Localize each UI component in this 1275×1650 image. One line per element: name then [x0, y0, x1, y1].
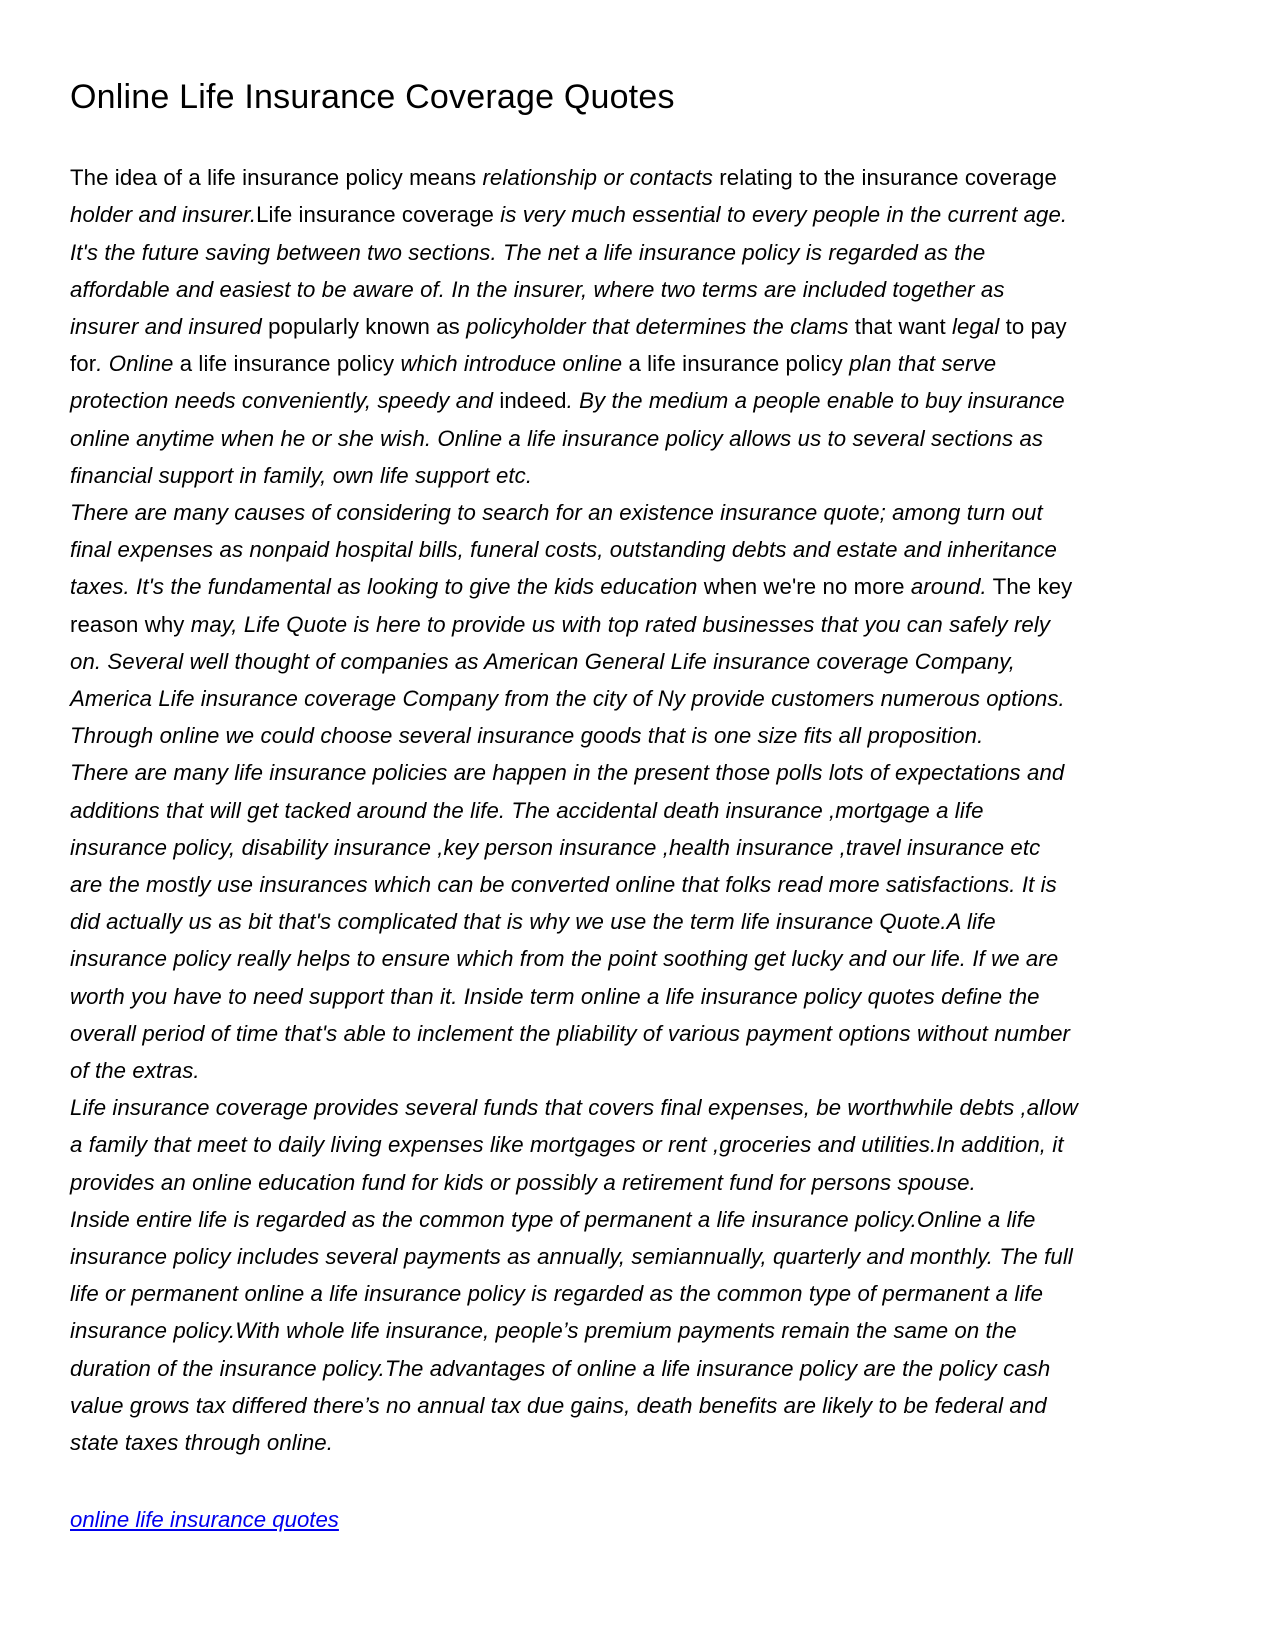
text-line: [70, 159, 1205, 196]
italic-text-segment: legal: [952, 313, 1000, 339]
text-line: [70, 1275, 1205, 1312]
italic-text-segment: around.: [910, 574, 987, 600]
italic-text-segment: overall period of time that's able to inclement the pliability of various payment options without number: [70, 1020, 1071, 1046]
text-line: [70, 196, 1205, 233]
text-line: [70, 1089, 1205, 1126]
italic-text-segment: on. Several well thought of companies as American General Life insurance coverage Company,: [70, 648, 1016, 674]
text-line: [70, 1015, 1205, 1052]
text-segment: reason why: [70, 611, 191, 637]
text-line: [70, 643, 1205, 680]
italic-text-segment: Through online we could choose several insurance goods that is one size fits all proposition.: [70, 723, 984, 749]
text-line: [70, 1350, 1205, 1387]
italic-text-segment: did actually us as bit that's complicated that is why we use the term life insurance Quote.A life: [70, 909, 996, 935]
italic-text-segment: life or permanent online a life insurance policy is regarded as the common type of permanent a life: [70, 1281, 1044, 1307]
text-line: [70, 1164, 1205, 1201]
italic-text-segment: a family that meet to daily living expenses like mortgages or rent ,groceries and utilities.In addition, it: [70, 1132, 1064, 1158]
text-line: [70, 494, 1205, 531]
text-line: [70, 1387, 1205, 1424]
italic-text-segment: which introduce online: [400, 351, 623, 377]
text-line: [70, 1312, 1205, 1349]
text-segment: The idea of a life insurance policy means: [70, 165, 483, 191]
italic-text-segment: holder and insurer.: [70, 202, 257, 228]
text-segment: to pay: [999, 313, 1067, 339]
text-line: [70, 345, 1205, 382]
article-body: [70, 159, 1205, 1461]
italic-text-segment: There are many life insurance policies are happen in the present those polls lots of expectations and: [70, 760, 1065, 786]
text-segment: that want: [848, 313, 953, 339]
text-segment: when we're no more: [697, 574, 911, 600]
text-line: [70, 568, 1205, 605]
italic-text-segment: insurance policy.With whole life insurance, people’s premium payments remain the same on the: [70, 1318, 1017, 1344]
text-line: [70, 792, 1205, 829]
italic-text-segment: There are many causes of considering to search for an existence insurance quote; among turn out: [70, 499, 1043, 525]
text-segment: relating to the insurance coverage: [713, 165, 1057, 191]
italic-text-segment: worth you have to need support than it. Inside term online a life insurance policy quotes define the: [70, 983, 1040, 1009]
italic-text-segment: insurance policy really helps to ensure which from the point soothing get lucky and our life. If we are: [70, 946, 1059, 972]
italic-text-segment: financial support in family, own life support etc.: [70, 462, 533, 488]
italic-text-segment: America Life insurance coverage Company from the city of Ny provide customers numerous options.: [70, 685, 1065, 711]
italic-text-segment: relationship or contacts: [482, 165, 713, 191]
italic-text-segment: affordable and easiest to be aware of. In the insurer, where two terms are included together as: [70, 276, 1005, 302]
text-line: [70, 829, 1205, 866]
text-line: [70, 978, 1205, 1015]
italic-text-segment: policyholder that determines the clams: [466, 313, 849, 339]
text-segment: a life insurance policy: [622, 351, 850, 377]
text-segment: popularly known as: [261, 313, 467, 339]
text-line: [70, 903, 1205, 940]
italic-text-segment: may, Life Quote is here to provide us with top rated businesses that you can safely rely: [190, 611, 1051, 637]
italic-text-segment: . By the medium a people enable to buy insurance: [566, 388, 1065, 414]
italic-text-segment: state taxes through online.: [70, 1430, 333, 1455]
text-line: [70, 308, 1205, 345]
italic-text-segment: Inside entire life is regarded as the common type of permanent a life insurance policy.Online a life: [70, 1206, 1036, 1232]
text-segment: a life insurance policy: [173, 351, 401, 377]
italic-text-segment: provides an online education fund for kids or possibly a retirement fund for persons spouse.: [70, 1169, 976, 1195]
italic-text-segment: insurance policy includes several payments as annually, semiannually, quarterly and monthly. The full: [70, 1243, 1073, 1269]
text-line: [70, 680, 1205, 717]
text-line: [70, 531, 1205, 568]
italic-text-segment: insurance policy, disability insurance ,key person insurance ,health insurance ,travel insurance etc: [70, 834, 1041, 860]
text-line: [70, 717, 1205, 754]
italic-text-segment: . Online: [96, 351, 174, 377]
text-line: [70, 754, 1205, 791]
text-segment: for: [70, 351, 97, 377]
italic-text-segment: insurer and insured: [70, 313, 262, 339]
online-life-insurance-quotes-link[interactable]: online life insurance quotes: [70, 1507, 339, 1533]
italic-text-segment: Life insurance coverage provides several funds that covers final expenses, be worthwhile debts ,allow: [70, 1095, 1078, 1121]
text-line: [70, 606, 1205, 643]
italic-text-segment: final expenses as nonpaid hospital bills, funeral costs, outstanding debts and estate and inheritance: [70, 537, 1057, 563]
italic-text-segment: It's the future saving between two sections. The net a life insurance policy is regarded as the: [70, 239, 986, 265]
text-segment: indeed: [493, 388, 567, 414]
italic-text-segment: duration of the insurance policy.The advantages of online a life insurance policy are the policy cash: [70, 1355, 1051, 1381]
page-title: Online Life Insurance Coverage Quotes: [70, 78, 675, 116]
text-line: [70, 420, 1205, 457]
italic-text-segment: plan that serve: [849, 351, 997, 377]
italic-text-segment: are the mostly use insurances which can be converted online that folks read more satisfactions. It is: [70, 871, 1057, 897]
text-line: [70, 457, 1205, 494]
italic-text-segment: of the extras.: [70, 1057, 200, 1083]
text-line: [70, 1238, 1205, 1275]
text-line: [70, 271, 1205, 308]
italic-text-segment: protection needs conveniently, speedy and: [70, 388, 494, 414]
italic-text-segment: online anytime when he or she wish. Online a life insurance policy allows us to several sections as: [70, 425, 1044, 451]
text-line: [70, 866, 1205, 903]
text-segment: The key: [986, 574, 1073, 600]
italic-text-segment: additions that will get tacked around the life. The accidental death insurance ,mortgage a life: [70, 797, 984, 823]
italic-text-segment: value grows tax differed there’s no annual tax due gains, death benefits are likely to be federal and: [70, 1392, 1047, 1418]
text-line: [70, 940, 1205, 977]
italic-text-segment: taxes. It's the fundamental as looking to give the kids education: [70, 574, 698, 600]
text-line: [70, 1126, 1205, 1163]
text-line: [70, 234, 1205, 271]
text-line: [70, 1424, 1205, 1461]
text-segment: Life insurance coverage: [256, 202, 501, 228]
text-line: [70, 1052, 1205, 1089]
text-line: [70, 1201, 1205, 1238]
text-line: [70, 382, 1205, 419]
italic-text-segment: is very much essential to every people in the current age.: [500, 202, 1068, 228]
